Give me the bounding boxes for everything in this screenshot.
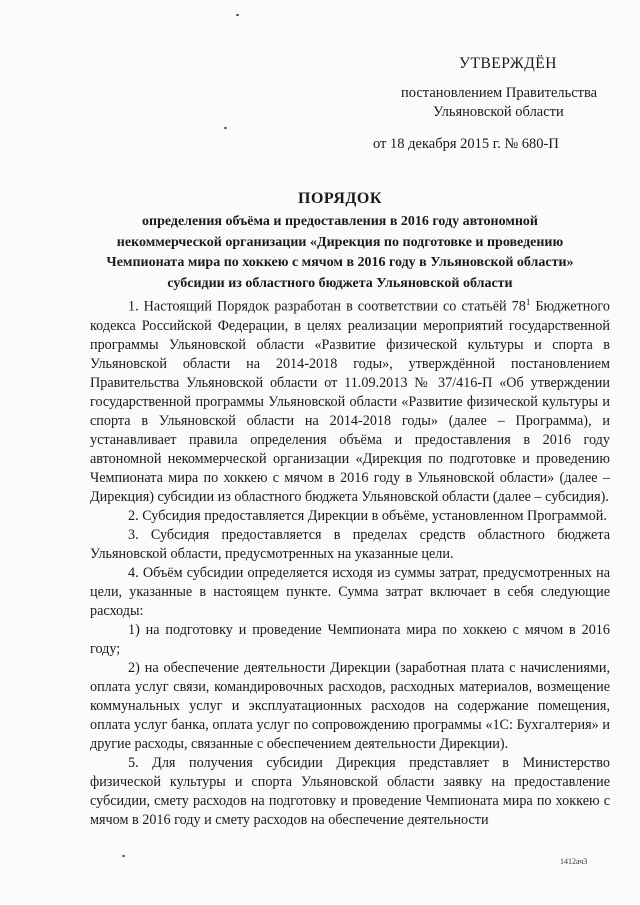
paragraph-1-start: 1. Настоящий Порядок разработан в соответствии со статьёй 78	[128, 298, 526, 315]
paragraph-5: 5. Для получения субсидии Дирекция представляет в Министерство физической культуры и спорта Ульяновской области заявку на предоставление субсидии, смету расходов на подготовку и проведение Чемпионата мира по хоккею с мячом в 2016 году и смету расходов на обеспечение деятельности	[90, 754, 610, 828]
paragraph-4-item-2: 2) на обеспечение деятельности Дирекции (заработная плата с начислениями, оплата услуг связи, командировочных расходов, расходных материалов, возмещение коммунальных услуг и эксплуатационных расходов на содержание помещения, оплата услуг банка, оплата услуг по сопровождению программы «1С: Бухгалтерия» и другие расходы, связанные с обеспечением деятельности Дирекции).	[90, 659, 610, 752]
document-heading	[60, 190, 620, 294]
footer-code: 1412ач3	[560, 857, 588, 866]
heading-line-3: Чемпионата мира по хоккею с мячом в 2016 году в Ульяновской области»	[106, 255, 574, 270]
scan-speck	[122, 855, 125, 857]
document-title: ПОРЯДОК	[298, 190, 382, 207]
heading-line-1: определения объёма и предоставления в 2016 году автономной	[142, 214, 538, 229]
paragraph-3: 3. Субсидия предоставляется в пределах средств областного бюджета Ульяновской области, предусмотренных на указанные цели.	[90, 526, 610, 562]
paragraph-2: 2. Субсидия предоставляется Дирекции в объёме, установленном Программой.	[128, 507, 607, 524]
paragraph-1-rest: Бюджетного кодекса Российской Федерации, в целях реализации мероприятий государственной программы Ульяновской области «Развитие физической культуры и спорта в Ульяновской области на 2014-2018 годы», утверждённой постановлением Правительства Ульяновской области от 11.09.2013 № 37/416-П «Об утверждении государственной программы Ульяновской области «Развитие физической культуры и спорта в Ульяновской области на 2014-2018 годы» (далее – Программа), и устанавливает правила определения объёма и предоставления в 2016 году автономной некоммерческой организации «Дирекция по подготовке и проведению Чемпионата мира по хоккею с мячом в 2016 году в Ульяновской области» (далее – Дирекция) субсидии из областного бюджета Ульяновской области (далее – субсидия).	[90, 298, 610, 505]
heading-line-4: субсидии из областного бюджета Ульяновской области	[167, 275, 513, 291]
approval-line-1: постановлением Правительства	[401, 85, 598, 101]
approval-line-3: от 18 декабря 2015 г. № 680-П	[373, 136, 559, 152]
scan-speck	[236, 14, 239, 16]
approval-line-2: Ульяновской области	[433, 104, 564, 120]
paragraph-4: 4. Объём субсидии определяется исходя из суммы затрат, предусмотренных на цели, указанные в настоящем пункте. Сумма затрат включает в себя следующие расходы:	[90, 564, 610, 619]
paragraph-1	[90, 293, 610, 507]
document-body	[90, 293, 610, 830]
heading-line-2: некоммерческой организации «Дирекция по подготовке и проведению	[116, 234, 564, 250]
approval-title: УТВЕРЖДЁН	[459, 55, 557, 72]
scan-speck	[224, 127, 227, 129]
paragraph-4-item-1: 1) на подготовку и проведение Чемпионата мира по хоккею с мячом в 2016 году;	[90, 621, 610, 657]
paragraph-1-superscript: 1	[525, 297, 531, 307]
